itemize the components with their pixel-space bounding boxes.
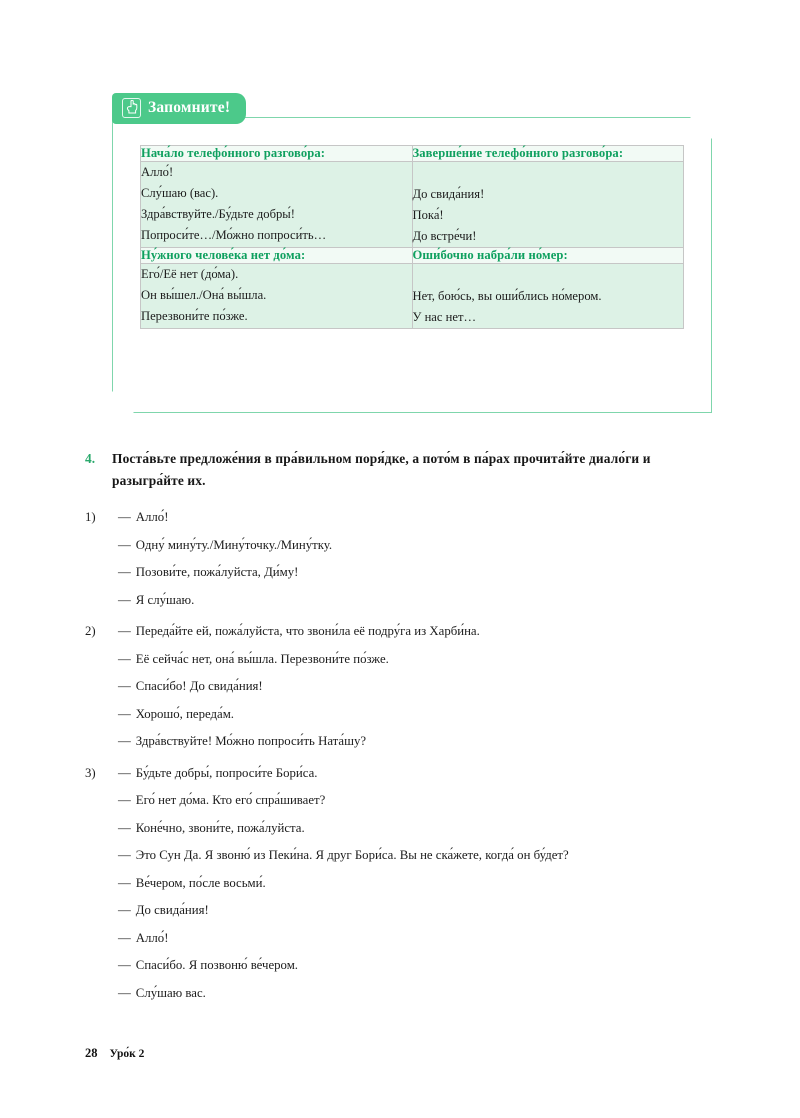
dash-marker: —	[118, 592, 131, 607]
dialogue-line	[118, 952, 715, 980]
exercise-number: 4.	[85, 451, 96, 466]
dialogue-line-text: Её сейча́с нет, она́ вы́шла. Перезвони́те по́зже.	[135, 651, 389, 666]
dialogue-line	[118, 618, 715, 646]
dialogue-line-text: Хорошо́, переда́м.	[135, 706, 235, 721]
dash-marker: —	[118, 537, 131, 552]
dialogue-line-text: Позови́те, пожа́луйста, Ди́му!	[135, 565, 299, 579]
dash-marker: —	[118, 706, 131, 721]
dialogue-line	[118, 559, 715, 587]
dialogue-row	[85, 760, 715, 1008]
header-text: Нача́ло телефо́нного разгово́ра:	[141, 146, 326, 160]
dialogue-line	[118, 787, 715, 815]
dialogue-line-text: Здра́вствуйте! Мо́жно попроси́ть Ната́шу?	[135, 734, 367, 748]
pointing-hand-icon	[122, 98, 141, 118]
dash-marker: —	[118, 679, 131, 693]
dialogue-line	[118, 842, 715, 870]
dash-marker: —	[118, 734, 131, 748]
dialogue-lines	[118, 504, 715, 614]
page-footer	[85, 1046, 144, 1061]
dialogue-line-text: Слу́шаю вас.	[135, 985, 206, 1000]
table-body-cell-absent	[141, 264, 413, 329]
table-row	[141, 146, 684, 162]
dialogue-number: 3)	[85, 765, 96, 780]
dialogue-line	[118, 897, 715, 925]
dash-marker: —	[118, 903, 131, 917]
dialogue-1	[85, 504, 715, 614]
dialogue-line-text: Алло́!	[135, 510, 169, 524]
table-header-cell-absent	[141, 248, 413, 264]
dialogue-line-text: До свида́ния!	[135, 903, 209, 917]
dialogue-line-text: Спаси́бо. Я позвоню́ ве́чером.	[135, 958, 298, 972]
dialogue-line	[118, 925, 715, 953]
dialogue-3	[85, 760, 715, 1008]
exercise-heading	[85, 448, 715, 492]
remember-badge-label: Запомните!	[148, 99, 231, 116]
phrase-line: Нет, бою́сь, вы оши́блись но́мером.	[412, 289, 602, 303]
dash-marker: —	[118, 985, 131, 1000]
page-number: 28	[85, 1046, 98, 1060]
table-header-cell-wrong-number	[412, 248, 684, 264]
dash-marker: —	[118, 958, 131, 972]
dash-marker: —	[118, 875, 131, 890]
table-body-cell-end	[412, 162, 684, 248]
phrase-line: Перезвони́те по́зже.	[141, 309, 248, 323]
phrase-line: Попроси́те…/Мо́жно попроси́ть…	[141, 228, 327, 242]
dialogue-line	[118, 728, 715, 756]
dialogue-lines	[118, 618, 715, 756]
remember-block	[112, 93, 712, 324]
dialogue-number: 1)	[85, 510, 96, 524]
dialogue-line-text: Бу́дьте добры́, попроси́те Бори́са.	[135, 765, 318, 780]
dialogue-line	[118, 587, 715, 615]
dash-marker: —	[118, 848, 131, 862]
phrase-line: Он вы́шел./Она́ вы́шла.	[141, 288, 267, 302]
dialogue-line	[118, 646, 715, 674]
phrase-line: Алло́!	[141, 165, 174, 179]
dash-marker: —	[118, 793, 131, 807]
phrase-table-body	[141, 146, 684, 329]
dash-marker: —	[118, 820, 131, 835]
dialogue-line-text: Его́ нет до́ма. Кто его́ спра́шивает?	[135, 793, 326, 807]
dialogue-line	[118, 701, 715, 729]
dialogue-line-text: Коне́чно, звони́те, пожа́луйста.	[135, 820, 305, 835]
table-body-cell-wrong-number	[412, 264, 684, 329]
dialogue-line-text: Алло́!	[135, 930, 169, 945]
dialogue-list	[85, 504, 715, 1007]
dialogue-number: 2)	[85, 624, 96, 638]
dash-marker: —	[118, 510, 131, 524]
table-body-cell-start	[141, 162, 413, 248]
dialogue-line-text: Это Сун Да. Я звоню́ из Пеки́на. Я друг Бори́са. Вы не ска́жете, когда́ он бу́дет?	[135, 848, 569, 862]
dialogue-line	[118, 504, 715, 532]
exercise-prompt: Поста́вьте предложе́ния в пра́вильном поря́дке, а пото́м в па́рах прочита́йте диало́ги и разыгра́йте их.	[112, 451, 651, 488]
phrase-line: Его́/Её нет (до́ма).	[141, 267, 239, 281]
dialogue-line	[118, 760, 715, 788]
header-text: Ну́жного челове́ка нет до́ма:	[141, 248, 306, 262]
dialogue-line-text: Спаси́бо! До свида́ния!	[135, 679, 263, 693]
dialogue-row	[85, 618, 715, 756]
phrase-line: У нас нет…	[412, 310, 477, 324]
dialogue-line-text: Переда́йте ей, пожа́луйста, что звони́ла её подру́га из Харби́на.	[135, 624, 480, 638]
dialogue-lines	[118, 760, 715, 1008]
dialogue-line	[118, 815, 715, 843]
dialogue-line	[118, 673, 715, 701]
dialogue-line	[118, 870, 715, 898]
table-row	[141, 162, 684, 248]
table-row	[141, 264, 684, 329]
dialogue-line	[118, 980, 715, 1008]
dash-marker: —	[118, 624, 131, 638]
table-header-cell-end	[412, 146, 684, 162]
dialogue-row	[85, 504, 715, 614]
phrase-line: Пока́!	[412, 208, 444, 222]
exercise-4	[85, 448, 715, 1011]
phrase-table	[140, 145, 684, 329]
phrase-line: Здра́вствуйте./Бу́дьте добры́!	[141, 207, 295, 221]
phrase-line: До встре́чи!	[412, 229, 477, 243]
phrase-line: Слу́шаю (вас).	[141, 186, 219, 200]
dialogue-2	[85, 618, 715, 756]
lesson-label: Уро́к 2	[109, 1048, 145, 1060]
dialogue-line-text: Я слу́шаю.	[135, 592, 195, 607]
dialogue-line-text: Одну́ мину́ту./Мину́точку./Мину́тку.	[135, 537, 333, 552]
table-header-cell-start	[141, 146, 413, 162]
dash-marker: —	[118, 565, 131, 579]
header-text: Заверше́ние телефо́нного разгово́ра:	[412, 146, 624, 160]
dash-marker: —	[118, 651, 131, 666]
dialogue-line	[118, 532, 715, 560]
phrase-line: До свида́ния!	[412, 187, 485, 201]
dash-marker: —	[118, 930, 131, 945]
remember-badge	[112, 93, 246, 124]
table-row	[141, 248, 684, 264]
dash-marker: —	[118, 765, 131, 780]
header-text: Оши́бочно набра́ли но́мер:	[412, 248, 568, 262]
dialogue-line-text: Ве́чером, по́сле восьми́.	[135, 875, 266, 890]
